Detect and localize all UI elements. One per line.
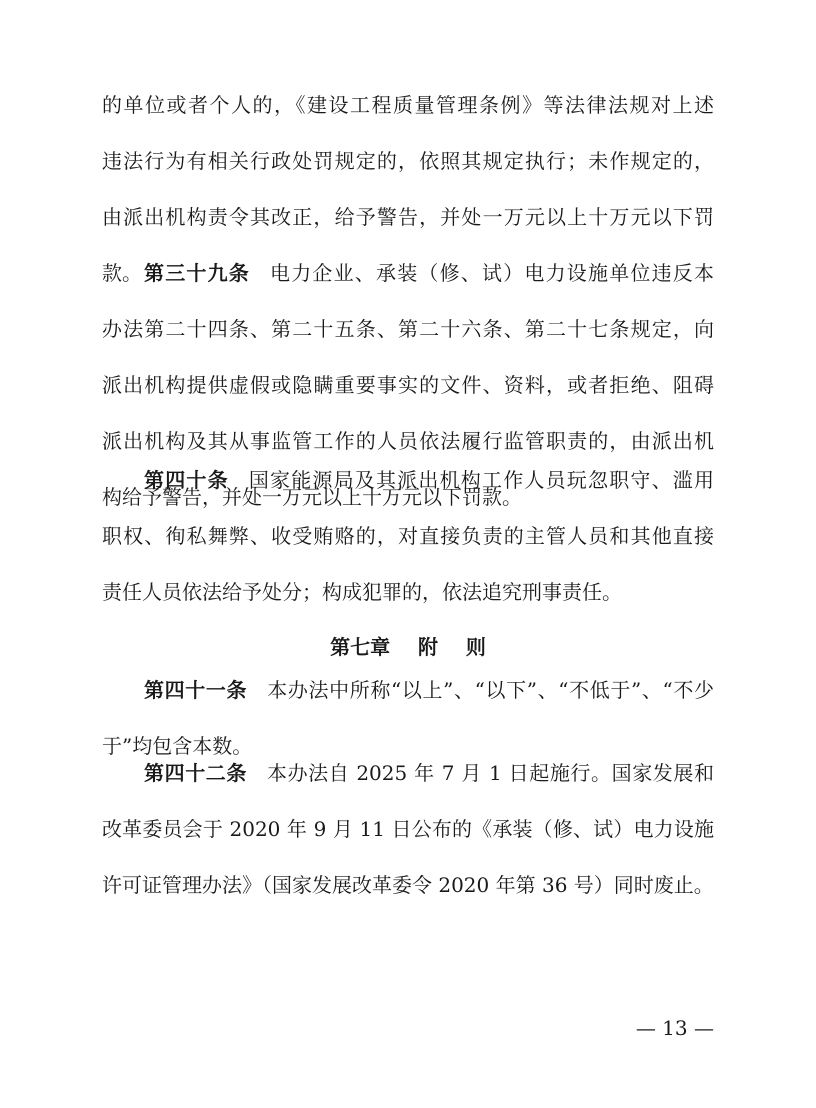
paragraph-line xyxy=(102,674,714,730)
paragraph-line: 构给予警告，并处一万元以上十万元以下罚款。 xyxy=(102,485,522,509)
paragraph-line xyxy=(102,464,714,520)
paragraph-line: 于”均包含本数。 xyxy=(102,734,253,758)
article-text: 本办法中所称“以上”、“以下”、“不低于”、“不少 xyxy=(267,678,715,702)
paragraph-line xyxy=(102,257,714,313)
paragraph-line: 改革委员会于 2020 年 9 月 11 日公布的《承装（修、试）电力设施 xyxy=(102,817,714,841)
article-number: 第三十九条 xyxy=(144,261,250,285)
paragraph-line: 的单位或者个人的，《建设工程质量管理条例》等法律法规对上述 xyxy=(102,93,714,117)
article-number: 第四十二条 xyxy=(144,761,247,785)
article-number: 第四十条 xyxy=(144,468,229,492)
article-42 xyxy=(102,757,714,925)
paragraph-line: 违法行为有相关行政处罚规定的，依照其规定执行；未作规定的， xyxy=(102,149,714,173)
article-number: 第四十一条 xyxy=(144,678,248,702)
paragraph-line: 由派出机构责令其改正，给予警告，并处一万元以上十万元以下罚 xyxy=(102,205,714,229)
article-text: 本办法自 2025 年 7 月 1 日起施行。国家发展和 xyxy=(266,761,714,785)
paragraph-line: 办法第二十四条、第二十五条、第二十六条、第二十七条规定，向 xyxy=(102,317,714,341)
chapter-heading: 第七章 附 则 xyxy=(330,635,486,659)
paragraph-line: 责任人员依法给予处分；构成犯罪的，依法追究刑事责任。 xyxy=(102,580,622,604)
paragraph-line: 派出机构提供虚假或隐瞒重要事实的文件、资料，或者拒绝、阻碍 xyxy=(102,373,714,397)
article-40 xyxy=(102,464,714,632)
article-text: 电力企业、承装（修、试）电力设施单位违反本 xyxy=(270,261,714,285)
paragraph-line: 派出机构及其从事监管工作的人员依法履行监管职责的，由派出机 xyxy=(102,429,714,453)
paragraph-line: 许可证管理办法》（国家发展改革委令 2020 年第 36 号）同时废止。 xyxy=(102,873,714,897)
paragraph-line: 款。 xyxy=(102,261,142,285)
paragraph-line xyxy=(102,757,714,813)
page-number: — 13 — xyxy=(635,1016,714,1040)
paragraph-line: 职权、徇私舞弊、收受贿赂的，对直接负责的主管人员和其他直接 xyxy=(102,524,714,548)
article-text: 国家能源局及其派出机构工作人员玩忽职守、滥用 xyxy=(248,468,715,492)
